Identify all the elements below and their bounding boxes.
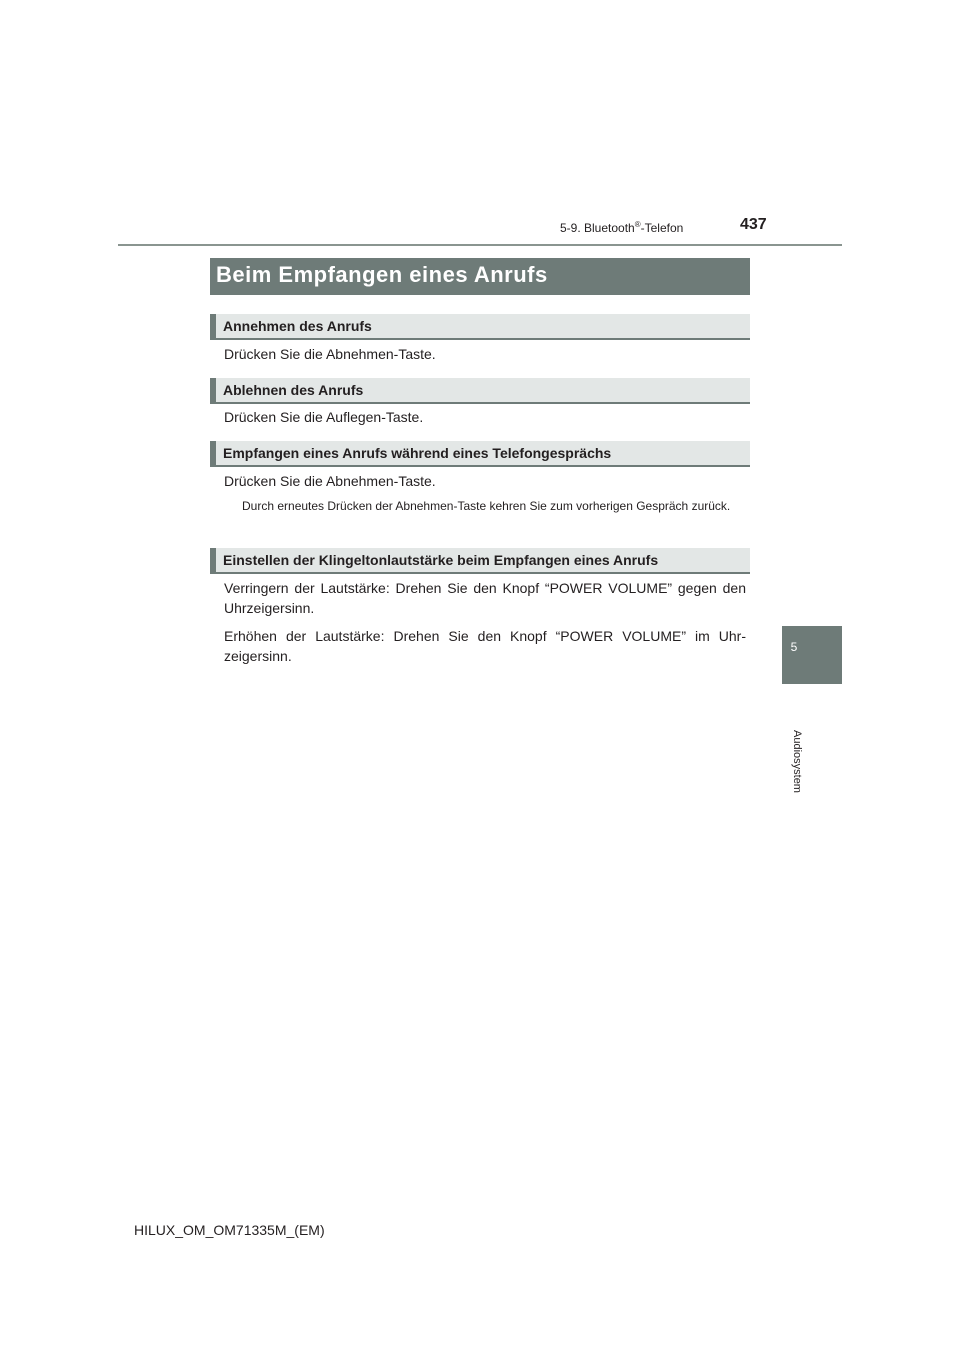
footer-model-code: HILUX_OM_OM71335M_(EM) [134, 1222, 325, 1238]
chapter-tab [782, 626, 842, 684]
section-heading-reject: Ablehnen des Anrufs [223, 382, 364, 398]
chapter-number: 5 [790, 640, 798, 654]
paragraph-volume-increase: Erhöhen der Lautstärke: Drehen Sie den Knopf “POWER VOLUME” im Uhr-zeigersinn. [224, 628, 746, 664]
paragraph-answer: Drücken Sie die Abnehmen-Taste. [224, 346, 436, 362]
page-title-bar [210, 258, 750, 295]
paragraph-volume-decrease: Verringern der Lautstärke: Drehen Sie den Knopf “POWER VOLUME” gegen den Uhrzeigersinn. [224, 580, 746, 616]
section-heading-bar-answer [210, 314, 750, 340]
section-heading-bar-reject [210, 378, 750, 404]
header-divider [118, 244, 842, 246]
section-heading-bar-call-waiting [210, 441, 750, 467]
section-heading-ringtone-volume: Einstellen der Klingeltonlautstärke beim Empfangen eines Anrufs [223, 552, 659, 568]
page-number: 437 [740, 216, 767, 233]
section-heading-call-waiting: Empfangen eines Anrufs während eines Telefongesprächs [223, 445, 612, 461]
section-heading-bar-ringtone-volume [210, 548, 750, 574]
section-breadcrumb [560, 220, 683, 235]
chapter-label: Audiosystem [791, 730, 803, 793]
section-suffix: -Telefon [640, 221, 684, 235]
page-title: Beim Empfangen eines Anrufs [216, 262, 548, 287]
paragraph-reject: Drücken Sie die Auflegen-Taste. [224, 409, 424, 425]
note-call-waiting: Durch erneutes Drücken der Abnehmen-Taste kehren Sie zum vorherigen Gespräch zurück. [242, 499, 731, 513]
paragraph-call-waiting: Drücken Sie die Abnehmen-Taste. [224, 473, 436, 489]
section-heading-answer: Annehmen des Anrufs [223, 318, 372, 334]
registered-mark: ® [634, 220, 641, 229]
section-prefix: 5-9. Bluetooth [560, 221, 635, 235]
